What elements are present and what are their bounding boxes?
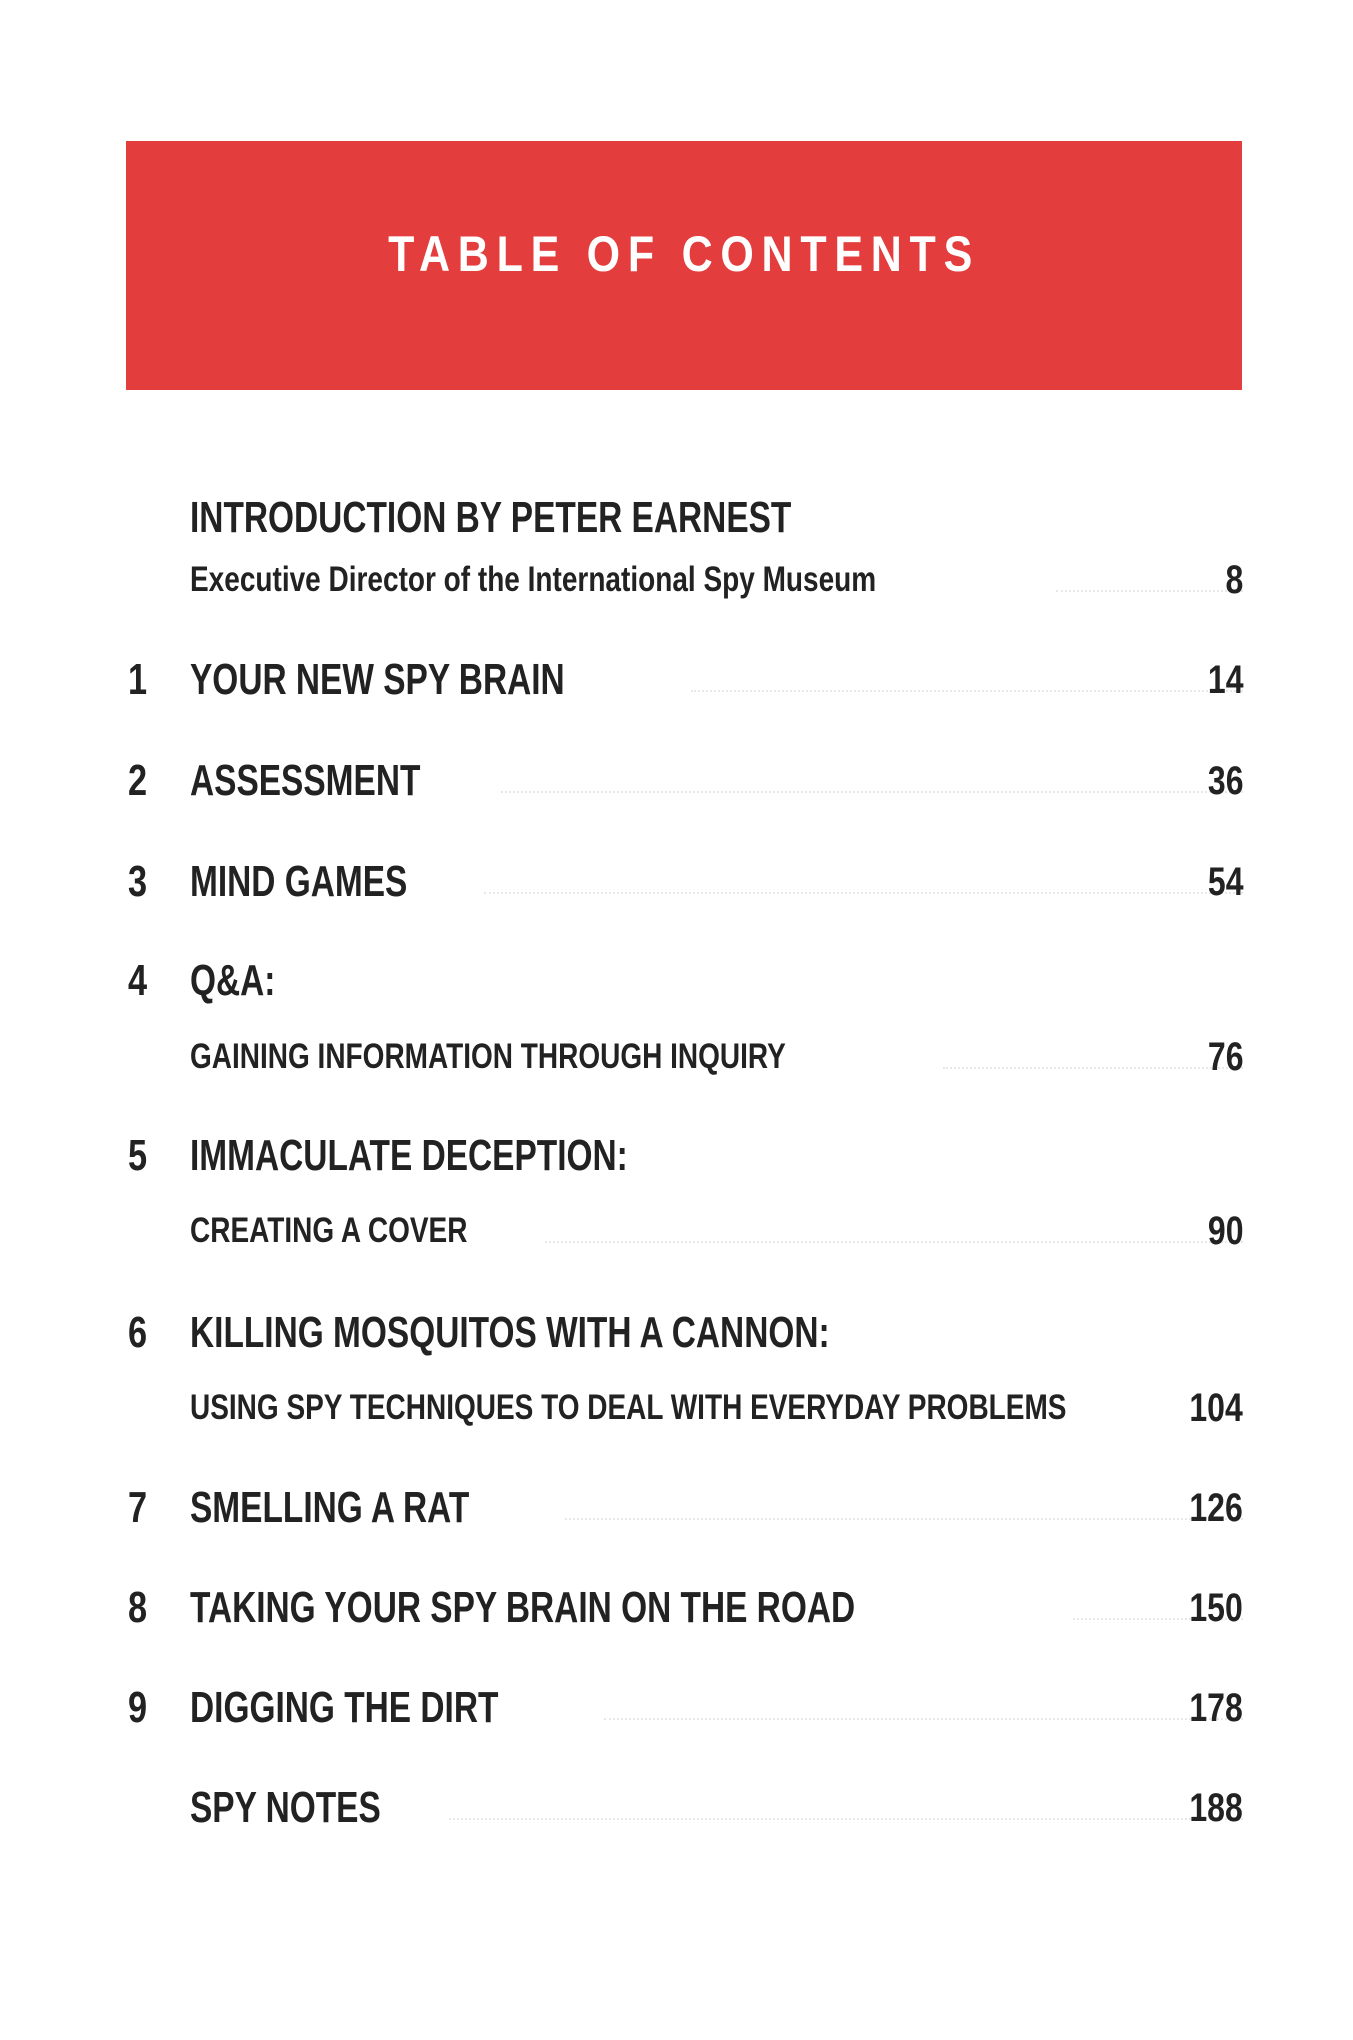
toc-chapter-number: 4 <box>128 956 148 1005</box>
toc-item-9[interactable] <box>0 1678 1353 1738</box>
toc-item-8[interactable] <box>0 1578 1353 1638</box>
dot-leader <box>565 1518 1243 1520</box>
toc-chapter-subtitle: CREATING A COVER <box>190 1211 468 1250</box>
dot-leader <box>449 1818 1243 1820</box>
toc-item-3[interactable] <box>0 852 1353 912</box>
toc-chapter-title: SPY NOTES <box>190 1783 381 1832</box>
toc-chapter-number: 8 <box>128 1583 148 1632</box>
toc-chapter-title: ASSESSMENT <box>190 756 421 805</box>
dot-leader <box>501 791 1243 793</box>
toc-chapter-number: 3 <box>128 857 148 906</box>
toc-page-number: 90 <box>1207 1209 1243 1253</box>
toc-chapter-number: 2 <box>128 756 148 805</box>
toc-page-number: 36 <box>1207 759 1243 803</box>
toc-item-5-subtitle-row[interactable] <box>0 1201 1353 1261</box>
toc-page-number: 188 <box>1189 1786 1243 1830</box>
toc-chapter-title: Q&A: <box>190 956 276 1005</box>
dot-leader <box>545 1241 1243 1243</box>
toc-intro-subtitle-row[interactable] <box>0 550 1353 610</box>
toc-item-5[interactable] <box>0 1126 1353 1186</box>
title-banner <box>126 141 1242 390</box>
toc-chapter-title: SMELLING A RAT <box>190 1483 470 1532</box>
dot-leader <box>691 690 1243 692</box>
toc-page-number: 178 <box>1189 1686 1243 1730</box>
dot-leader <box>484 892 1243 894</box>
toc-chapter-title: KILLING MOSQUITOS WITH A CANNON: <box>190 1308 830 1357</box>
toc-chapter-subtitle: USING SPY TECHNIQUES TO DEAL WITH EVERYDAY PROBLEMS <box>190 1388 1067 1427</box>
toc-page-number: 76 <box>1207 1035 1243 1079</box>
toc-chapter-number: 1 <box>128 655 148 704</box>
toc-page-number: 104 <box>1189 1386 1243 1430</box>
dot-leader <box>604 1718 1243 1720</box>
toc-item-6-subtitle-row[interactable] <box>0 1378 1353 1438</box>
toc-intro-heading[interactable] <box>0 488 1353 548</box>
toc-intro-title: INTRODUCTION BY PETER EARNEST <box>190 493 792 542</box>
toc-chapter-number: 6 <box>128 1308 148 1357</box>
toc-item-6[interactable] <box>0 1303 1353 1363</box>
toc-chapter-number: 5 <box>128 1131 148 1180</box>
toc-chapter-title: YOUR NEW SPY BRAIN <box>190 655 565 704</box>
toc-chapter-title: DIGGING THE DIRT <box>190 1683 499 1732</box>
toc-chapter-number: 7 <box>128 1483 148 1532</box>
toc-item-2[interactable] <box>0 751 1353 811</box>
toc-item-4-subtitle-row[interactable] <box>0 1027 1353 1087</box>
page-title: TABLE OF CONTENTS <box>388 225 980 282</box>
toc-chapter-title: MIND GAMES <box>190 857 408 906</box>
dot-leader <box>943 1067 1243 1069</box>
toc-chapter-number: 9 <box>128 1683 148 1732</box>
toc-page-number: 54 <box>1207 860 1243 904</box>
toc-chapter-subtitle: GAINING INFORMATION THROUGH INQUIRY <box>190 1037 786 1076</box>
dot-leader <box>1056 590 1243 592</box>
toc-intro-subtitle: Executive Director of the International Spy Museum <box>190 560 877 599</box>
toc-item-1[interactable] <box>0 650 1353 710</box>
toc-item-4[interactable] <box>0 951 1353 1011</box>
toc-chapter-title: IMMACULATE DECEPTION: <box>190 1131 628 1180</box>
toc-page-number: 150 <box>1189 1586 1243 1630</box>
toc-page-number: 126 <box>1189 1486 1243 1530</box>
toc-chapter-title: TAKING YOUR SPY BRAIN ON THE ROAD <box>190 1583 856 1632</box>
toc-item-7[interactable] <box>0 1478 1353 1538</box>
toc-page-number: 14 <box>1207 658 1243 702</box>
toc-item-spy-notes[interactable] <box>0 1778 1353 1838</box>
toc-page-number: 8 <box>1225 558 1243 602</box>
